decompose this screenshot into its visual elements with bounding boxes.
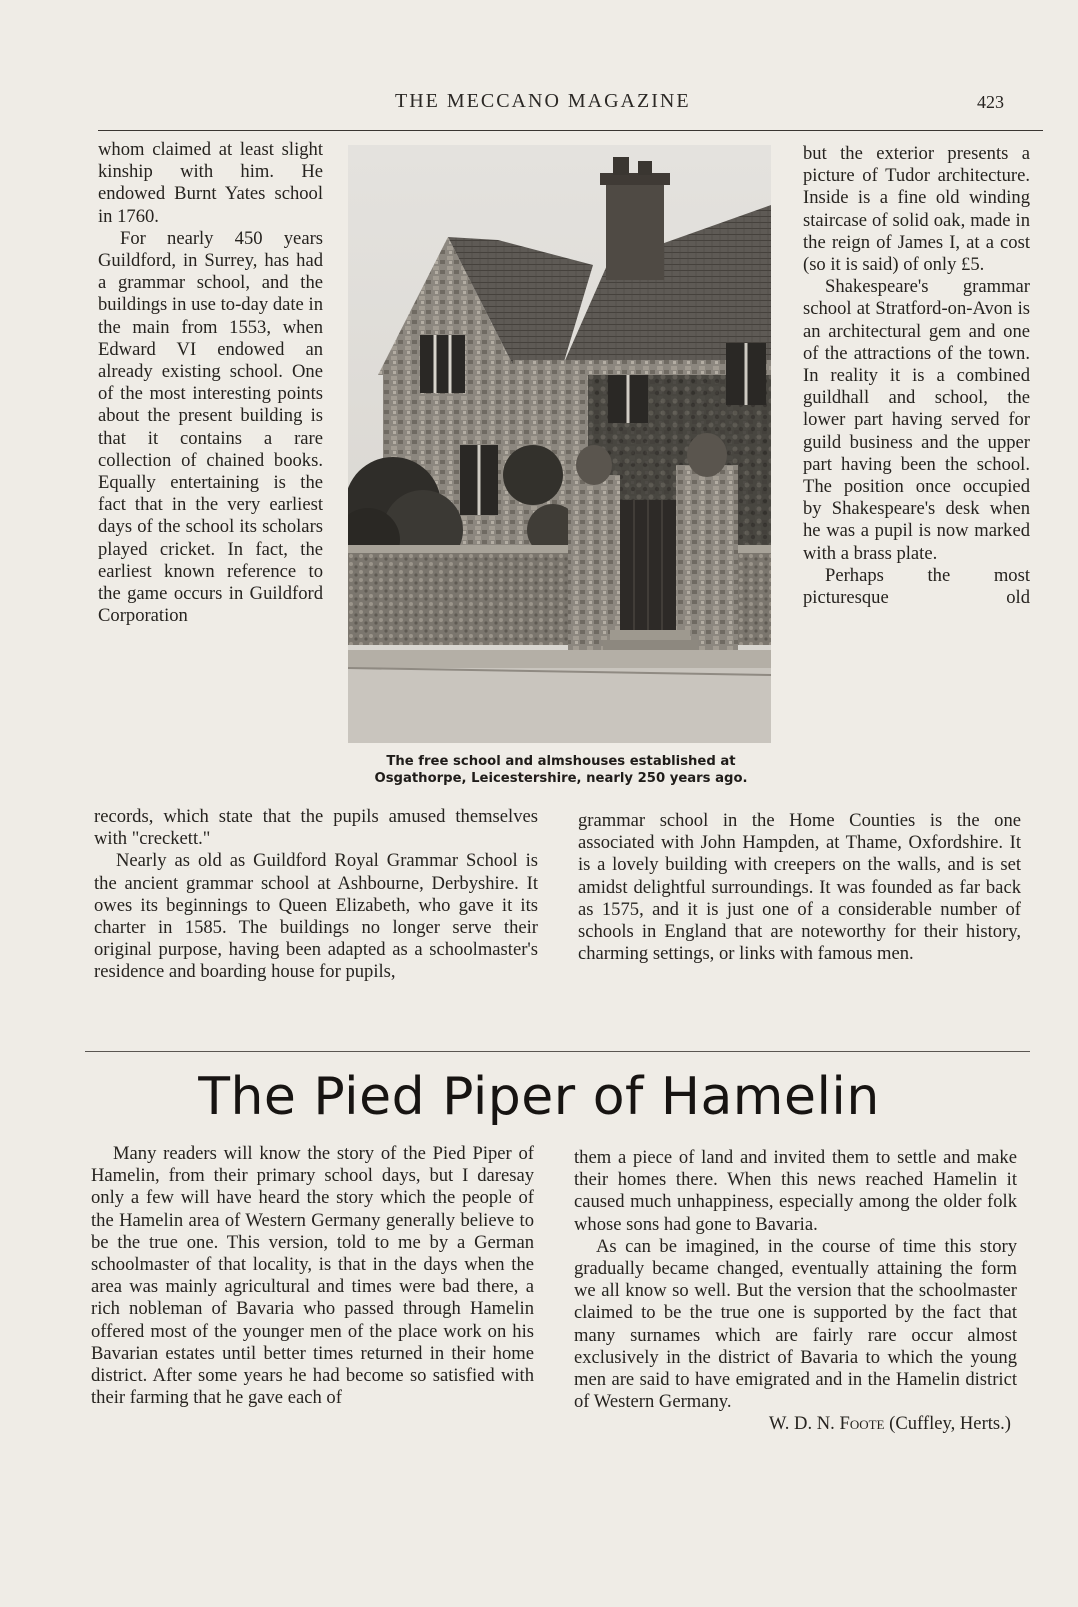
paragraph: but the exterior presents a picture of Tudor architecture. Inside is a fine old winding staircase of solid oak, made in the reign of James I, at a cost (so it is said) of only £5.	[803, 143, 1030, 276]
page-number: 423	[977, 92, 1004, 112]
paragraph: Nearly as old as Guildford Royal Grammar School is the ancient grammar school at Ashbourne, Derbyshire. It owes its beginnings to Queen Elizabeth, who gave it its charter in 1585. The buildings no longer serve their original purpose, having been adapted as a schoolmaster's residence and boarding house for pupils,	[94, 850, 538, 983]
paragraph: them a piece of land and invited them to settle and make their homes there. When this news reached Hamelin it caused much unhappiness, especially among the older folk whose sons had gone to Bavaria.	[574, 1147, 1017, 1235]
paragraph: For nearly 450 years Guildford, in Surrey, has had a grammar school, and the buildings in use to-day date in the main from 1553, when Edward VI endowed an already existing school. One of the most interesting points about the present building is that it contains a rare collection of chained books. Equally entertaining is the fact that in the very earliest days of the school its scholars played cricket. In fact, the earliest known reference to the game occurs in Guildford Corporation	[98, 227, 323, 627]
paragraph: grammar school in the Home Counties is the one associated with John Hampden, at Thame, Oxfordshire. It is a lovely building with creepers on the walls, and is set amidst delightful surroundings. It was founded as far back as 1575, and it is just one of a considerable number of schools in England that are noteworthy for their history, charming settings, or links with famous men.	[578, 810, 1021, 965]
school-photograph	[348, 145, 771, 743]
right-column	[803, 143, 1030, 609]
paragraph: Shakespeare's grammar school at Stratford-on-Avon is an architectural gem and one of the attractions of the town. In reality it is a combined guildhall and school, the lower part having served for guild business and the upper part having been the school. The position once occupied by Shakespeare's desk when he was a pupil is now marked with a brass plate.	[803, 276, 1030, 564]
photo-caption	[348, 753, 774, 787]
paragraph: As can be imagined, in the course of time this story gradually became changed, eventually attaining the form we all know so well. But the version that the schoolmaster claimed to be the true one is supported by the fact that many surnames which are fairly rare occur almost exclusively in the district of Bavaria to which the young men are said to have emigrated and in the Hamelin district of Western Germany.	[574, 1235, 1017, 1413]
author-signature	[574, 1413, 1017, 1435]
article-heading: The Pied Piper of Hamelin	[198, 1067, 880, 1127]
caption-line: Osgathorpe, Leicestershire, nearly 250 years ago.	[374, 771, 748, 786]
bottom-right-column	[578, 810, 1021, 965]
caption-line: The free school and almshouses established at	[386, 754, 736, 769]
section-divider	[85, 1051, 1030, 1052]
author-location: (Cuffley, Herts.)	[889, 1413, 1011, 1435]
running-title: THE MECCANO MAGAZINE	[395, 90, 691, 112]
article-right-column	[574, 1147, 1017, 1436]
article-left-column	[91, 1143, 534, 1409]
paragraph: Many readers will know the story of the Pied Piper of Hamelin, from their primary school days, but I daresay only a few will have heard the story which the people of the Hamelin area of Western Germany generally believe to be the true one. This version, told to me by a German schoolmaster of that locality, is that in the days when the area was mainly agricultural and times were bad there, a rich nobleman of Bavaria who passed through Hamelin offered most of the younger men of the place work on his Bavarian estates until better times returned in their home district. After some years he had become so satisfied with their farming that he gave each of	[91, 1143, 534, 1409]
paragraph: whom claimed at least slight kinship with him. He endowed Burnt Yates school in 1760.	[98, 139, 323, 227]
bottom-left-column	[94, 806, 538, 984]
paragraph: records, which state that the pupils amused themselves with "creckett."	[94, 806, 538, 850]
author-name: W. D. N. Foote	[768, 1413, 885, 1435]
header-rule	[98, 130, 1043, 131]
running-head	[0, 90, 1078, 116]
left-column	[98, 139, 323, 627]
paragraph: Perhaps the most picturesque old	[803, 564, 1030, 609]
